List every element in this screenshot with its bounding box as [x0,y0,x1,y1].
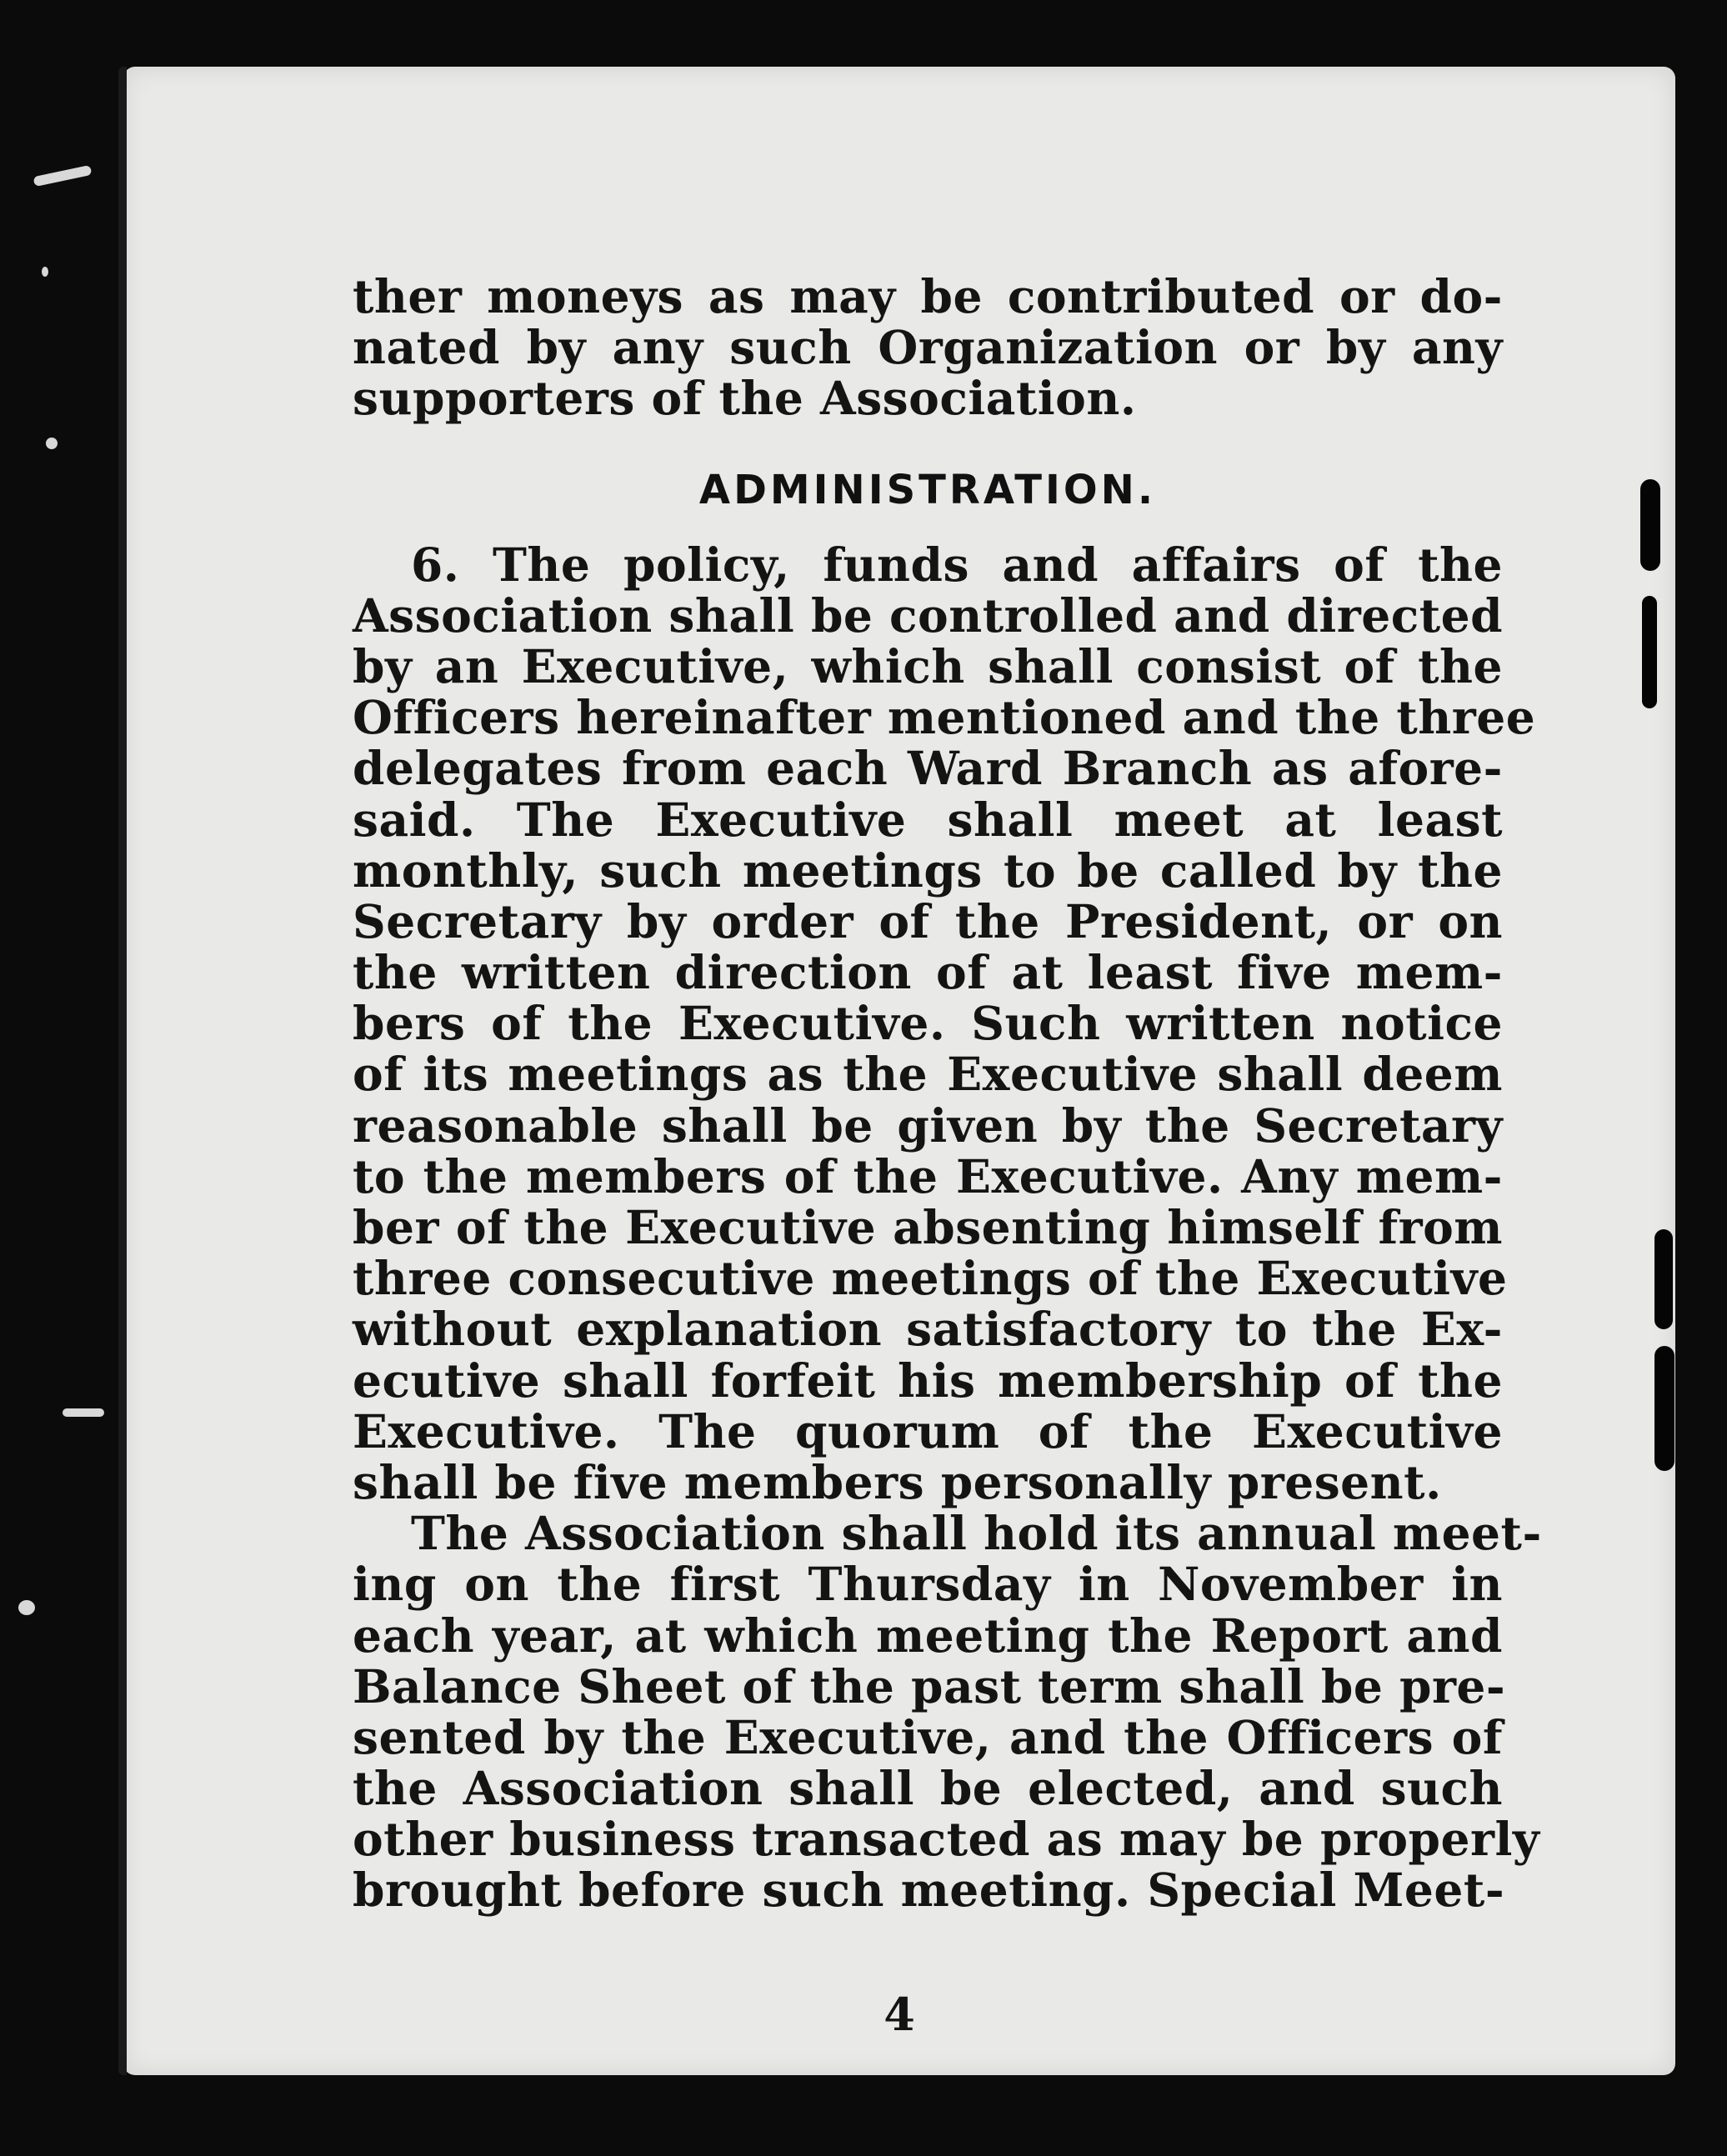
text-line: Association shall be controlled and directed [353,588,1504,643]
text-line: reasonable shall be given by the Secretary [353,1098,1503,1153]
spacer [353,424,1503,461]
text-line: ther moneys as may be contributed or do- [353,269,1503,323]
text-line: supporters of the Association. [353,371,1137,426]
text-line: Executive. The quorum of the Executive [353,1403,1503,1458]
text-line: ecutive shall forfeit his membership of the [353,1353,1503,1408]
text-line: the Association shall be elected, and such [353,1761,1503,1816]
text-line: to the members of the Executive. Any mem- [353,1148,1503,1203]
scan-mark [1654,1346,1674,1471]
text-line: 6. The policy, funds and affairs of the [411,537,1503,592]
text-line: three consecutive meetings of the Executive [353,1251,1508,1306]
scan-speck [18,1600,35,1615]
scan-speck [46,438,58,449]
text-line: said. The Executive shall meet at least [353,792,1503,847]
text-line: monthly, such meetings to be called by the [353,843,1503,898]
scan-mark [1640,479,1660,571]
text-line: nated by any such Organization or by any [353,320,1503,375]
text-line: other business transacted as may be properly [353,1812,1540,1867]
text-line: bers of the Executive. Such written notice [353,996,1503,1051]
scan-speck [33,165,93,187]
text-line: Balance Sheet of the past term shall be pre- [353,1658,1506,1713]
scan-speck [63,1408,104,1417]
text-line: Secretary by order of the President, or on [353,893,1503,948]
text-line: of its meetings as the Executive shall deem [353,1047,1503,1102]
scan-mark [1642,596,1657,708]
text-line: ing on the first Thursday in November in [353,1557,1503,1612]
text-line: brought before such meeting. Special Meet- [353,1863,1505,1918]
text-line: shall be five members personally present. [353,1454,1442,1509]
text-line: sented by the Executive, and the Officers of [353,1709,1503,1764]
document-page [123,67,1675,2075]
scan-speck [42,267,48,277]
section-heading: ADMINISTRATION. [698,466,1157,513]
text-line: The Association shall hold its annual meet- [411,1506,1542,1561]
text-line: each year, at which meeting the Report and [353,1608,1503,1663]
scan-mark [1654,1229,1673,1329]
page-number: 4 [884,1988,915,2041]
text-line: the written direction of at least five mem- [353,945,1503,1000]
text-line: delegates from each Ward Branch as afore- [353,741,1503,796]
body-text [353,269,1542,1918]
text-line: without explanation satisfactory to the Ex- [353,1302,1503,1357]
text-line: ber of the Executive absenting himself from [353,1200,1503,1254]
text-line: Officers hereinafter mentioned and the three [353,690,1536,745]
text-line: by an Executive, which shall consist of the [353,638,1503,693]
